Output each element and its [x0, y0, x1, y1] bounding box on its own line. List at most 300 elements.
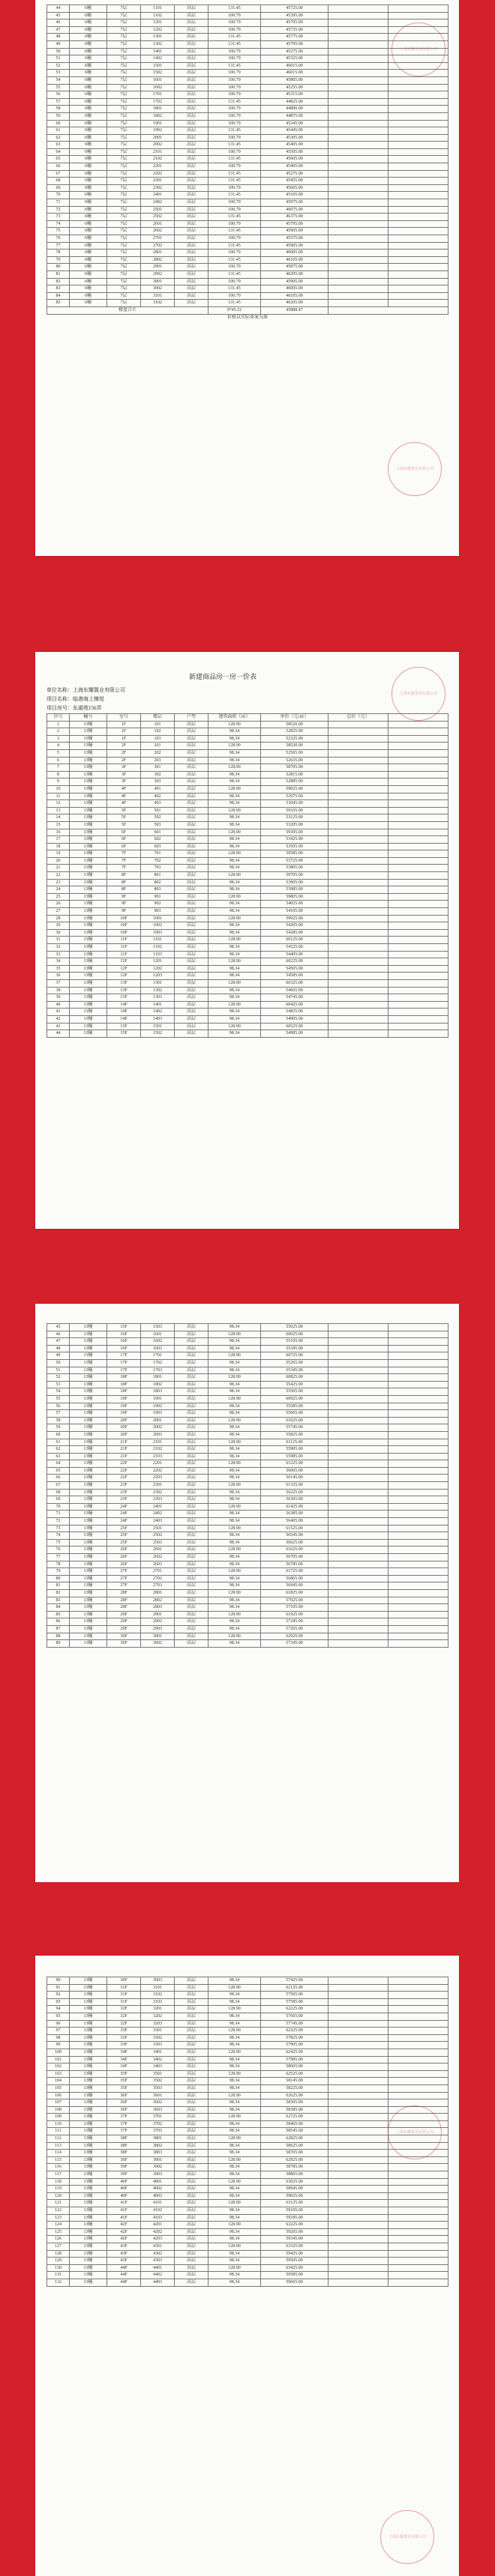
table-cell: 2803 — [141, 1604, 175, 1612]
header-row — [47, 714, 448, 722]
company-seal-3 — [392, 667, 446, 721]
table-cell: 7F — [107, 865, 141, 872]
empty-cell — [388, 1388, 448, 1396]
empty-cell — [388, 2049, 448, 2056]
table-cell: 7层 — [107, 48, 141, 55]
table-cell: 30F — [107, 1640, 141, 1648]
table-cell: 5F — [107, 814, 141, 822]
table-cell: 6幢 — [70, 98, 107, 106]
total-price-cell — [328, 800, 388, 808]
table-cell: 1202 — [141, 965, 175, 973]
table-cell: 12F — [107, 965, 141, 973]
table-cell: 37F — [107, 2128, 141, 2135]
house-name: 东湖苑156弄 — [73, 705, 102, 711]
table-cell: 13幢 — [70, 1511, 107, 1518]
table-cell: 30F — [107, 1633, 141, 1640]
table-cell: 98.34 — [208, 2279, 261, 2286]
table-cell: 302 — [141, 771, 175, 778]
table-cell: 13幢 — [70, 2156, 107, 2164]
table-cell: 98.34 — [208, 1618, 261, 1626]
table-cell: 100.79 — [208, 76, 261, 84]
empty-cell — [388, 1359, 448, 1367]
table-cell: 96 — [47, 2020, 70, 2028]
table-cell: 100.79 — [208, 120, 261, 127]
table-cell: 13幢 — [70, 1331, 107, 1338]
table-cell: 58 — [47, 106, 70, 113]
table-cell: 98.34 — [208, 1009, 261, 1016]
table-cell: 62025.00 — [261, 1633, 328, 1640]
total-price-cell — [328, 1998, 388, 2006]
table-cell: 48 — [47, 1345, 70, 1352]
table-cell: 1703 — [141, 1367, 175, 1374]
table-cell: 高层 — [175, 235, 208, 243]
table-cell: 131.45 — [208, 170, 261, 178]
table-cell: 77 — [47, 1554, 70, 1561]
table-cell: 112 — [47, 2135, 70, 2143]
table-row — [47, 915, 448, 922]
total-price-cell — [328, 893, 388, 901]
empty-cell — [388, 106, 448, 113]
empty-cell — [388, 1496, 448, 1504]
table-cell: 3001 — [141, 278, 175, 285]
table-cell: 3501 — [141, 2070, 175, 2078]
table-cell: 3502 — [141, 2078, 175, 2085]
total-price-cell — [328, 2120, 388, 2128]
table-cell: 高层 — [175, 1604, 208, 1612]
table-cell: 109 — [47, 2114, 70, 2121]
table-cell: 1103 — [141, 951, 175, 958]
table-row — [47, 1539, 448, 1546]
empty-cell — [388, 1518, 448, 1526]
table-cell: 128.90 — [208, 1611, 261, 1618]
total-price-cell — [328, 112, 388, 120]
table-cell: 13幢 — [70, 2013, 107, 2020]
total-price-cell — [328, 2056, 388, 2063]
table-cell: 1F — [107, 728, 141, 736]
table-cell: 高层 — [175, 1482, 208, 1490]
table-cell: 2F — [107, 757, 141, 764]
table-cell: 11F — [107, 944, 141, 952]
table-cell: 1403 — [141, 1015, 175, 1023]
table-cell: 27F — [107, 1568, 141, 1576]
table-cell: 高层 — [175, 170, 208, 178]
table-cell: 高层 — [175, 908, 208, 916]
total-price-cell — [328, 2171, 388, 2179]
table-cell: 79 — [47, 256, 70, 264]
table-cell: 高层 — [175, 1023, 208, 1030]
table-cell: 13幢 — [70, 1009, 107, 1016]
table-cell: 21F — [107, 1453, 141, 1460]
table-cell: 57 — [47, 1410, 70, 1418]
table-cell: 高层 — [175, 821, 208, 829]
table-cell: 4003 — [141, 2192, 175, 2200]
table-cell: 37F — [107, 2120, 141, 2128]
table-row — [47, 1625, 448, 1633]
table-row — [47, 1582, 448, 1590]
table-cell: 高层 — [175, 937, 208, 944]
table-cell: 59105.00 — [261, 807, 328, 814]
table-row — [47, 2070, 448, 2078]
table-cell: 6幢 — [70, 148, 107, 156]
table-cell: 1201 — [141, 19, 175, 27]
table-cell: 13幢 — [70, 2236, 107, 2243]
table-cell: 33F — [107, 2028, 141, 2035]
total-price-cell — [328, 2128, 388, 2135]
table-cell: 高层 — [175, 91, 208, 99]
table-cell: 高层 — [175, 836, 208, 844]
empty-cell — [388, 2171, 448, 2179]
empty-cell — [388, 2178, 448, 2186]
table-row — [47, 937, 448, 944]
table-cell: 86 — [47, 1618, 70, 1626]
table-cell: 高层 — [175, 721, 208, 728]
table-cell: 98.34 — [208, 2020, 261, 2028]
table-cell: 128.90 — [208, 721, 261, 728]
table-cell: 25F — [107, 1525, 141, 1532]
table-cell: 105 — [47, 2084, 70, 2092]
table-cell: 37 — [47, 979, 70, 987]
table-cell: 高层 — [175, 55, 208, 63]
table-cell: 53205.00 — [261, 821, 328, 829]
table-cell: 98.34 — [208, 814, 261, 822]
sheet-3 — [35, 1304, 459, 1882]
table-cell: 98.34 — [208, 2034, 261, 2042]
table-cell: 2801 — [141, 250, 175, 257]
empty-cell — [388, 793, 448, 800]
table-cell: 51 — [47, 1367, 70, 1374]
table-row — [47, 1345, 448, 1352]
total-price-cell — [328, 735, 388, 743]
total-price-cell — [328, 2192, 388, 2200]
table-cell: 131.45 — [208, 242, 261, 250]
table-cell: 7层 — [107, 220, 141, 228]
table-cell: 131.45 — [208, 34, 261, 41]
table-cell: 13幢 — [70, 2279, 107, 2286]
table-cell: 2202 — [141, 170, 175, 178]
total-price-cell — [328, 148, 388, 156]
table-cell: 3002 — [141, 285, 175, 293]
table-cell: 1201 — [141, 958, 175, 966]
table-cell: 1502 — [141, 70, 175, 77]
table-cell: 44825.00 — [261, 98, 328, 106]
table-cell: 65 — [47, 156, 70, 163]
empty-cell — [388, 1410, 448, 1418]
table-cell: 100.79 — [208, 220, 261, 228]
table-cell: 100.79 — [208, 70, 261, 77]
table-cell: 高层 — [175, 1597, 208, 1604]
table-cell: 高层 — [175, 1359, 208, 1367]
total-price-cell — [328, 2006, 388, 2013]
table-cell: 57105.00 — [261, 1604, 328, 1612]
table-cell: 99 — [47, 2042, 70, 2049]
column-header: 建筑面积（㎡） — [208, 714, 261, 722]
table-cell: 6幢 — [70, 106, 107, 113]
table-cell: 20F — [107, 1431, 141, 1439]
table-cell: 6幢 — [70, 40, 107, 48]
total-price-cell — [328, 872, 388, 880]
table-cell: 39F — [107, 2171, 141, 2179]
table-cell: 高层 — [175, 300, 208, 307]
table-cell: 高层 — [175, 2120, 208, 2128]
table-cell: 51 — [47, 55, 70, 63]
table-cell: 13幢 — [70, 979, 107, 987]
table-row — [47, 62, 448, 70]
table-cell: 高层 — [175, 749, 208, 757]
total-price-cell — [328, 1489, 388, 1496]
table-row — [47, 2013, 448, 2020]
table-cell: 18F — [107, 1381, 141, 1388]
table-cell: 56385.00 — [261, 1511, 328, 1518]
table-cell: 4F — [107, 785, 141, 793]
total-price-cell — [328, 26, 388, 34]
empty-cell — [388, 184, 448, 192]
table-cell: 13幢 — [70, 1403, 107, 1410]
empty-cell — [388, 908, 448, 916]
table-cell: 6幢 — [70, 220, 107, 228]
table-cell: 13幢 — [70, 2084, 107, 2092]
table-cell: 53905.00 — [261, 879, 328, 886]
table-cell: 高层 — [175, 256, 208, 264]
table-cell: 17F — [107, 1359, 141, 1367]
table-cell: 13幢 — [70, 2214, 107, 2222]
table-cell: 高层 — [175, 1539, 208, 1546]
table-cell: 高层 — [175, 2222, 208, 2229]
table-cell: 高层 — [175, 735, 208, 743]
table-cell: 6幢 — [70, 300, 107, 307]
table-header — [47, 714, 448, 722]
total-price-cell — [328, 228, 388, 235]
table-row — [47, 70, 448, 77]
table-cell: 55105.00 — [261, 1338, 328, 1346]
table-row — [47, 2214, 448, 2222]
page-1 — [0, 0, 495, 562]
table-cell: 高层 — [175, 1338, 208, 1346]
table-cell: 100.79 — [208, 250, 261, 257]
empty-cell — [388, 1446, 448, 1454]
table-cell: 7层 — [107, 206, 141, 214]
table-cell: 10 — [47, 785, 70, 793]
table-row — [47, 1475, 448, 1482]
total-price-cell — [328, 242, 388, 250]
table-cell: 6幢 — [70, 292, 107, 300]
table-cell: 42F — [107, 2228, 141, 2236]
total-price-cell — [328, 2186, 388, 2193]
total-price-cell — [328, 1015, 388, 1023]
table-cell: 61325.00 — [261, 1482, 328, 1490]
table-cell: 6幢 — [70, 278, 107, 285]
table-cell: 高层 — [175, 893, 208, 901]
table-cell: 13 — [47, 807, 70, 814]
table-cell: 23F — [107, 1489, 141, 1496]
table-row — [47, 2250, 448, 2258]
table-cell: 66 — [47, 163, 70, 171]
table-cell: 46205.00 — [261, 270, 328, 278]
table-cell: 27 — [47, 908, 70, 916]
total-price-cell — [328, 1589, 388, 1597]
table-cell: 7层 — [107, 285, 141, 293]
table-cell: 7层 — [107, 242, 141, 250]
total-price-cell — [328, 728, 388, 736]
total-price-cell — [328, 1568, 388, 1576]
table-cell: 70 — [47, 1503, 70, 1511]
table-cell: 57425.00 — [261, 1977, 328, 1985]
sheet-1 — [35, 0, 459, 556]
table-cell: 2102 — [141, 156, 175, 163]
table-row — [47, 800, 448, 808]
table-cell: 124 — [47, 2222, 70, 2229]
total-price-cell — [328, 2070, 388, 2078]
table-cell: 13幢 — [70, 879, 107, 886]
table-cell: 98.34 — [208, 965, 261, 973]
table-cell: 98.34 — [208, 879, 261, 886]
table-cell: 高层 — [175, 2250, 208, 2258]
table-row — [47, 2042, 448, 2049]
table-cell: 100.79 — [208, 235, 261, 243]
total-price-cell — [328, 1009, 388, 1016]
table-cell: 17F — [107, 1367, 141, 1374]
table-cell: 高层 — [175, 1352, 208, 1360]
price-table-2-body — [47, 721, 448, 1037]
table-cell: 高层 — [175, 1977, 208, 1985]
table-cell: 7层 — [107, 98, 141, 106]
table-cell: 503 — [141, 821, 175, 829]
table-cell: 7层 — [107, 178, 141, 185]
table-cell: 83 — [47, 285, 70, 293]
empty-cell — [388, 879, 448, 886]
table-cell: 98.34 — [208, 1345, 261, 1352]
total-price-cell — [328, 1561, 388, 1568]
table-row — [47, 1324, 448, 1331]
table-row — [47, 1503, 448, 1511]
table-cell: 13幢 — [70, 2063, 107, 2071]
table-cell: 2501 — [141, 206, 175, 214]
total-price-cell — [328, 1001, 388, 1009]
table-row — [47, 2236, 448, 2243]
table-row — [47, 264, 448, 271]
total-price-cell — [328, 2084, 388, 2092]
table-cell: 13幢 — [70, 1539, 107, 1546]
empty-cell — [388, 2214, 448, 2222]
table-cell: 7层 — [107, 142, 141, 149]
table-cell: 13幢 — [70, 1023, 107, 1030]
empty-cell — [388, 1331, 448, 1338]
table-cell: 54 — [47, 76, 70, 84]
table-cell: 100.79 — [208, 12, 261, 19]
table-cell: 23F — [107, 1496, 141, 1504]
table-cell: 1701 — [141, 91, 175, 99]
table-cell: 19F — [107, 1403, 141, 1410]
table-cell: 57585.00 — [261, 1998, 328, 2006]
table-cell: 21 — [47, 865, 70, 872]
total-price-cell — [328, 2264, 388, 2272]
table-cell: 高层 — [175, 829, 208, 836]
table-cell: 1001 — [141, 915, 175, 922]
table-cell: 113 — [47, 2142, 70, 2150]
document-title: 新建商品房一房一价表 — [189, 673, 257, 680]
empty-cell — [388, 264, 448, 271]
table-cell: 1302 — [141, 987, 175, 994]
table-cell: 27F — [107, 1582, 141, 1590]
table-cell: 59 — [47, 1424, 70, 1432]
table-cell: 1401 — [141, 1001, 175, 1009]
total-price-cell — [328, 48, 388, 55]
table-cell: 13幢 — [70, 829, 107, 836]
table-cell: 67 — [47, 170, 70, 178]
table-cell: 128.90 — [208, 2114, 261, 2121]
table-cell: 40F — [107, 2178, 141, 2186]
table-cell: 116 — [47, 2164, 70, 2171]
table-cell: 13幢 — [70, 2222, 107, 2229]
table-cell: 高层 — [175, 1367, 208, 1374]
empty-cell — [388, 1023, 448, 1030]
total-price-cell — [328, 1381, 388, 1388]
table-cell: 58545.00 — [261, 2128, 328, 2135]
table-cell: 43F — [107, 2258, 141, 2265]
total-price-cell — [328, 163, 388, 171]
table-cell: 1202 — [141, 26, 175, 34]
company-seal-2 — [388, 442, 442, 496]
table-cell: 36F — [107, 2092, 141, 2099]
table-cell: 高层 — [175, 2070, 208, 2078]
table-cell: 6幢 — [70, 142, 107, 149]
table-cell: 34 — [47, 958, 70, 966]
table-cell: 高层 — [175, 270, 208, 278]
table-cell: 98.34 — [208, 2171, 261, 2179]
table-cell: 6幢 — [70, 84, 107, 91]
table-row — [47, 1640, 448, 1648]
table-cell: 100.79 — [208, 278, 261, 285]
table-cell: 100.79 — [208, 264, 261, 271]
table-cell: 1102 — [141, 944, 175, 952]
table-cell: 2201 — [141, 1460, 175, 1468]
table-cell: 7层 — [107, 163, 141, 171]
table-cell: 125 — [47, 2228, 70, 2236]
table-cell: 高层 — [175, 1374, 208, 1382]
table-cell: 13幢 — [70, 843, 107, 850]
table-cell: 25 — [47, 893, 70, 901]
table-cell: 2901 — [141, 264, 175, 271]
table-cell: 3101 — [141, 1984, 175, 1992]
table-cell: 56145.00 — [261, 1475, 328, 1482]
table-cell: 18F — [107, 1374, 141, 1382]
empty-cell — [388, 807, 448, 814]
table-cell: 2203 — [141, 1475, 175, 1482]
total-price-cell — [328, 220, 388, 228]
total-price-cell — [328, 214, 388, 221]
table-cell: 36 — [47, 973, 70, 980]
table-cell: 13幢 — [70, 2120, 107, 2128]
table-cell: 13幢 — [70, 2128, 107, 2135]
table-cell: 4303 — [141, 2258, 175, 2265]
table-cell: 2402 — [141, 199, 175, 207]
table-cell: 13幢 — [70, 1582, 107, 1590]
empty-cell — [388, 250, 448, 257]
empty-cell — [388, 2034, 448, 2042]
table-row — [47, 19, 448, 27]
table-cell: 2902 — [141, 270, 175, 278]
table-cell: 42 — [47, 1015, 70, 1023]
total-price-cell — [328, 1977, 388, 1985]
table-cell: 59665.00 — [261, 2279, 328, 2286]
table-cell: 35F — [107, 2078, 141, 2085]
table-cell: 高层 — [175, 994, 208, 1002]
total-price-cell — [328, 879, 388, 886]
table-cell: 13幢 — [70, 2042, 107, 2049]
table-cell: 62325.00 — [261, 2028, 328, 2035]
total-price-cell — [328, 2106, 388, 2114]
table-cell: 1501 — [141, 62, 175, 70]
table-cell: 2302 — [141, 184, 175, 192]
